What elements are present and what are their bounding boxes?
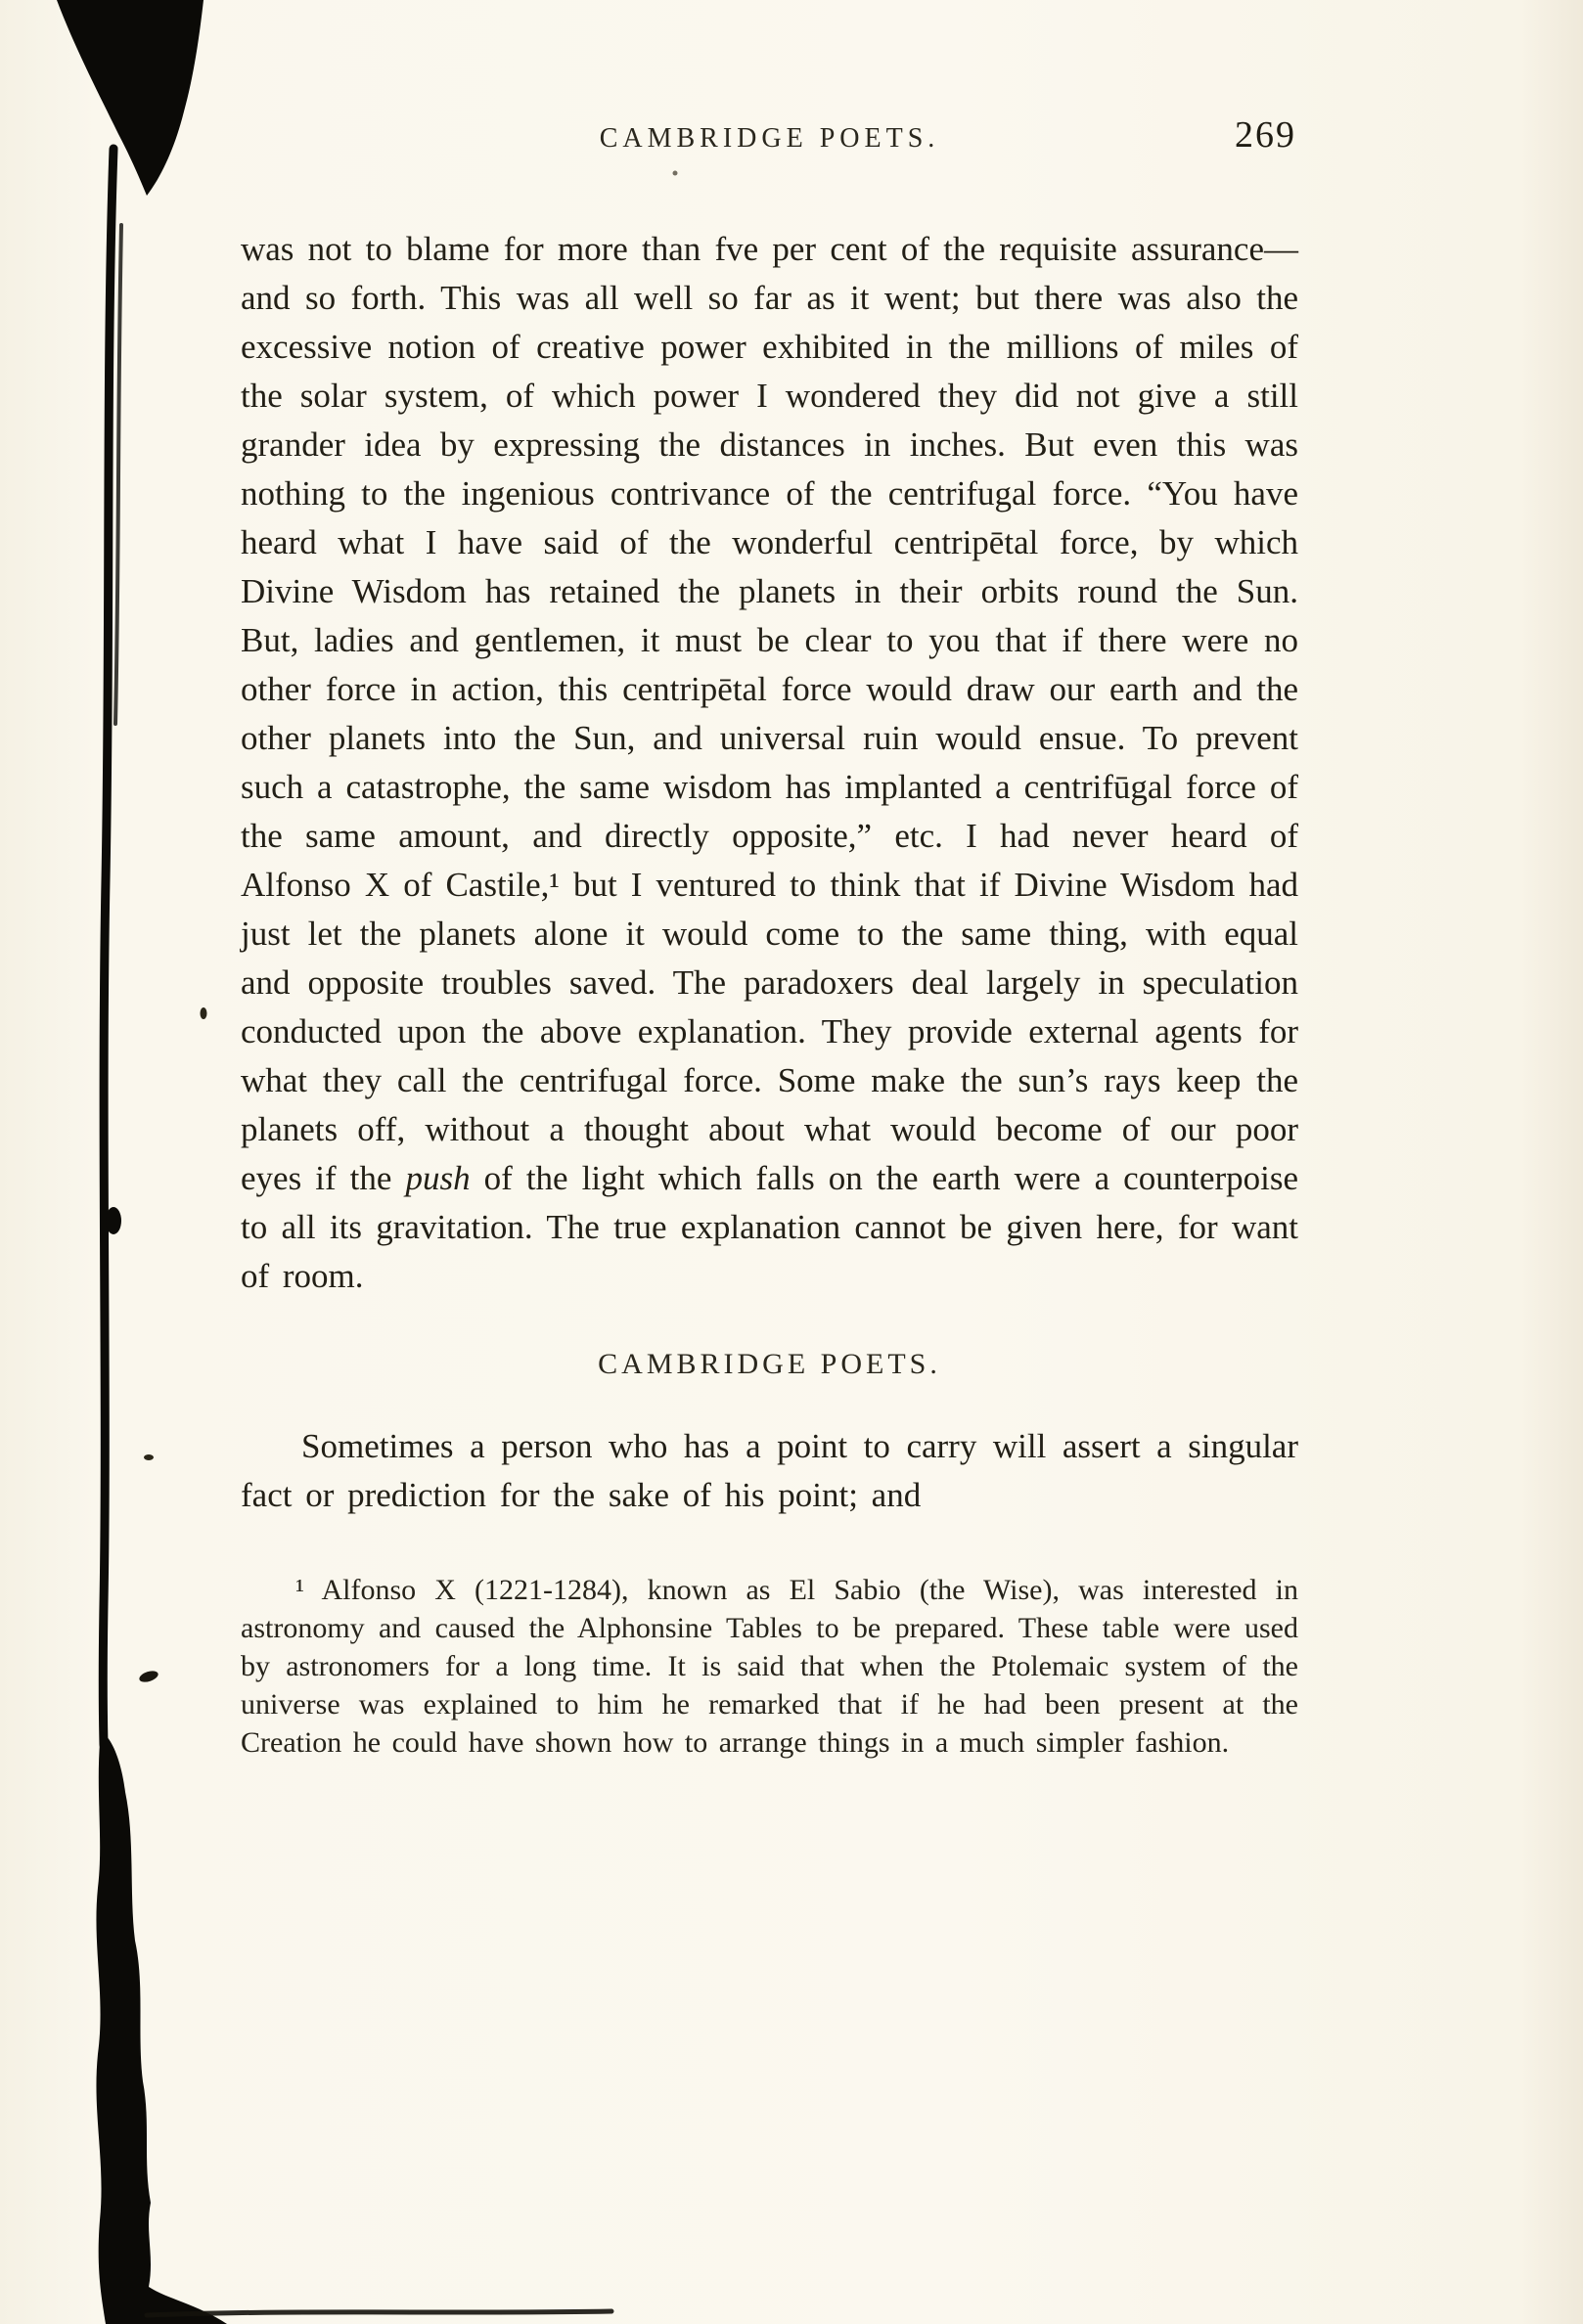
ink-bottom-line [147, 2311, 611, 2315]
running-title: CAMBRIDGE POETS. [599, 123, 940, 154]
ink-streak-left-2 [115, 225, 121, 724]
section-heading: CAMBRIDGE POETS. [598, 1348, 941, 1380]
paragraph-main [241, 225, 1298, 1301]
ink-bump [106, 1207, 121, 1234]
italic-word-push: push [405, 1159, 471, 1197]
page-number: 269 [1235, 114, 1296, 156]
ink-speck-squiggle [138, 1669, 159, 1684]
paragraph-main-text-1: was not to blame for more than fve per cent of the requisite assurance—and so forth. This was all well so far as it went; but there was also the excessive notion of creative power exhibited in the millions of miles of the solar system, of which power I wondered they did not give a still grander idea by expressing the distances in inches. But even this was nothing to the ingenious contrivance of the centrifugal force. “You have heard what I have said of the wonderful centripētal force, by which Divine Wisdom has retained the planets in their orbits round the Sun. But, ladies and gentlemen, it must be clear to you that if there were no other force in action, this centripētal force would draw our earth and the other planets into the Sun, and universal ruin would ensue. To prevent such a catastrophe, the same wisdom has implanted a centrifūgal force of the same amount, and directly opposite,” etc. I had never heard of Alfonso X of Castile,¹ but I ventured to think that if Divine Wisdom had just let the planets alone it would come to the same thing, with equal and opposite troubles saved. The paradoxers deal largely in speculation conducted upon the above explanation. They provide external agents for what they call the centrifugal force. Some make the sun’s rays keep the planets off, without a thought about what would become of our poor eyes if the [241, 230, 1298, 1197]
ink-streak-left [103, 149, 113, 1745]
page-header [241, 114, 1298, 174]
text-column [241, 114, 1299, 1762]
ink-speck-dot [144, 1454, 154, 1460]
footnote: ¹ Alfonso X (1221-1284), known as El Sabio (the Wise), was interested in astronomy and caused the Alphonsine Tables to be prepared. These table were used by astronomers for a long time. It is said that when the Ptolemaic system of the universe was explained to him he remarked that if he had been present at the Creation he could have shown how to arrange things in a much simpler fashion. [241, 1574, 1298, 1759]
ink-speck-comma [201, 1007, 207, 1019]
paragraph-intro: Sometimes a person who has a point to carry will assert a singular fact or prediction for the sake of his point; and [241, 1427, 1298, 1514]
ink-blob-top [57, 0, 204, 196]
ink-blob-bottom [96, 1731, 227, 2324]
page-body [241, 225, 1298, 1762]
paragraph-main-text-2: of the light which falls on the earth were a counterpoise to all its gravitation. The true explanation cannot be given here, for want of room. [241, 1159, 1299, 1295]
